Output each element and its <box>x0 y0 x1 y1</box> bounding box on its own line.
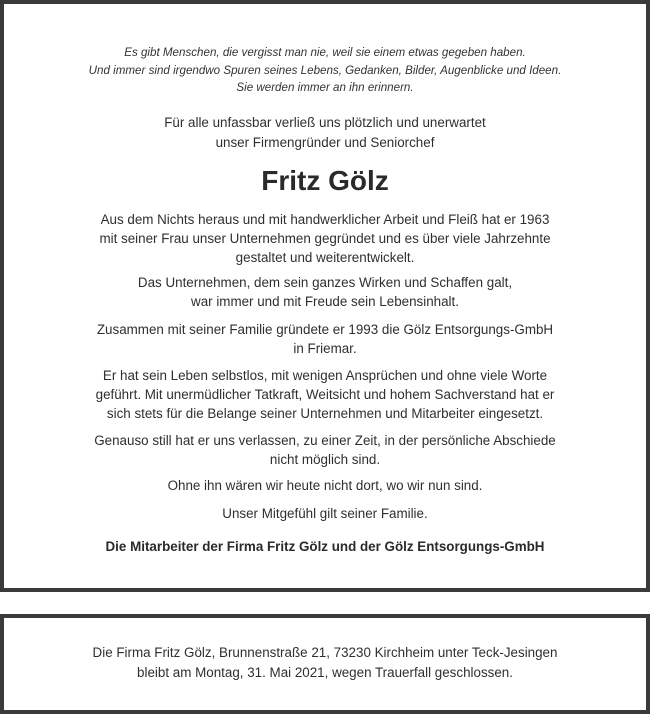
paragraph-line: Er hat sein Leben selbstlos, mit wenigen Ansprüchen und ohne viele Worte <box>102 368 548 383</box>
paragraph-line: Aus dem Nichts heraus und mit handwerklicher Arbeit und Fleiß hat er 1963 <box>100 212 550 227</box>
intro-line: unser Firmengründer und Seniorchef <box>215 135 435 150</box>
paragraph-second-company <box>4 320 646 358</box>
quote-line: Es gibt Menschen, die vergisst man nie, weil sie einem etwas gegeben haben. <box>124 46 526 59</box>
paragraph-condolence <box>4 504 646 523</box>
paragraph-line: mit seiner Frau unser Unternehmen gegründet und es über viele Jahrzehnte <box>99 231 551 246</box>
quote-line: Und immer sind irgendwo Spuren seines Lebens, Gedanken, Bilder, Augenblicke und Ideen. <box>88 63 562 77</box>
deceased-name: Fritz Gölz <box>261 165 389 196</box>
paragraph-line: geführt. Mit unermüdlicher Tatkraft, Weitsicht und hohem Sachverstand hat er <box>95 387 555 402</box>
paragraph-line: nicht möglich sind. <box>269 452 381 467</box>
paragraph-line: in Friemar. <box>293 341 357 356</box>
paragraph-line: Das Unternehmen, dem sein ganzes Wirken und Schaffen galt, <box>137 275 513 290</box>
paragraph-founding <box>4 210 646 267</box>
paragraph-character <box>4 366 646 423</box>
paragraph-passing <box>4 431 646 469</box>
intro-line: Für alle unfassbar verließ uns plötzlich und unerwartet <box>164 115 486 130</box>
paragraph-gratitude <box>4 476 646 495</box>
quote-line: Sie werden immer an ihn erinnern. <box>236 81 414 94</box>
paragraph-line: Unser Mitgefühl gilt seiner Familie. <box>222 506 428 521</box>
paragraph-line: Genauso still hat er uns verlassen, zu einer Zeit, in der persönliche Abschiede <box>94 433 556 448</box>
notice-line: Die Firma Fritz Gölz, Brunnenstraße 21, 73230 Kirchheim unter Teck-Jesingen <box>92 645 558 660</box>
memorial-quote <box>4 44 646 97</box>
notice-line: bleibt am Montag, 31. Mai 2021, wegen Trauerfall geschlossen. <box>137 665 513 680</box>
paragraph-life-work <box>4 273 646 311</box>
closure-notice <box>4 643 646 683</box>
paragraph-line: Zusammen mit seiner Familie gründete er 1993 die Gölz Entsorgungs-GmbH <box>96 322 554 337</box>
paragraph-line: war immer und mit Freude sein Lebensinhalt. <box>191 294 459 309</box>
paragraph-line: sich stets für die Belange seiner Unternehmen und Mitarbeiter eingesetzt. <box>106 406 544 421</box>
paragraph-line: gestaltet und weiterentwickelt. <box>235 250 415 265</box>
announcement-intro <box>4 113 646 153</box>
paragraph-line: Ohne ihn wären wir heute nicht dort, wo wir nun sind. <box>167 478 483 493</box>
signature-line: Die Mitarbeiter der Firma Fritz Gölz und der Gölz Entsorgungs-GmbH <box>105 539 545 554</box>
